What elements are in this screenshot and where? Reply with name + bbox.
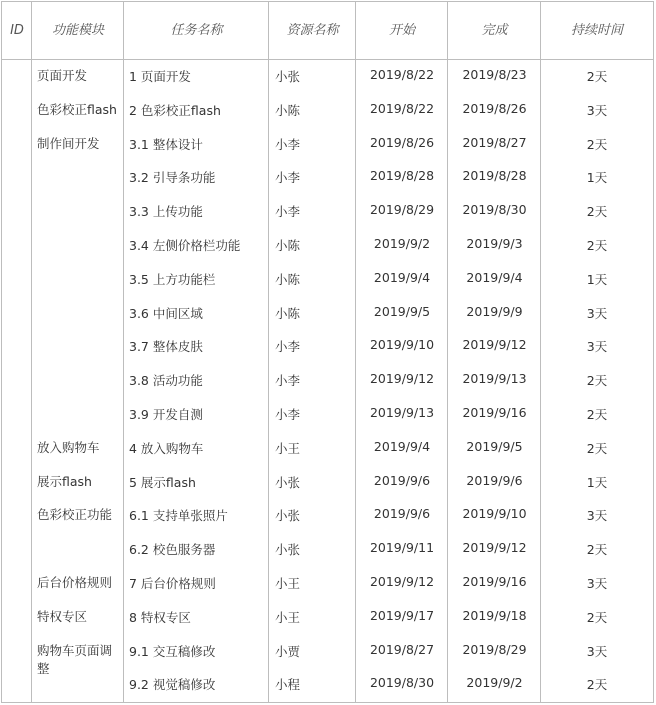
- header-task: 任务名称: [170, 23, 223, 38]
- cell-start: 2019/8/30: [369, 675, 435, 690]
- cell-duration: 3天: [586, 339, 608, 354]
- header-start: 开始: [388, 23, 415, 38]
- cell-task: 3.6 中间区域: [129, 306, 203, 321]
- cell-duration: 1天: [586, 475, 608, 490]
- cell-start: 2019/9/6: [373, 506, 431, 521]
- cell-resource: 小陈: [275, 272, 301, 287]
- cell-finish: 2019/9/12: [462, 540, 527, 555]
- column-divider: [31, 2, 32, 702]
- header-duration: 持续时间: [570, 23, 623, 38]
- cell-resource: 小王: [275, 610, 301, 625]
- cell-task: 3.7 整体皮肤: [129, 339, 203, 354]
- cell-finish: 2019/8/30: [462, 202, 527, 217]
- cell-finish: 2019/9/18: [462, 608, 527, 623]
- cell-task: 7 后台价格规则: [129, 576, 216, 591]
- cell-task: 4 放入购物车: [129, 441, 204, 456]
- cell-module: 特权专区: [37, 609, 88, 624]
- cell-start: 2019/9/4: [373, 439, 431, 454]
- cell-resource: 小李: [275, 204, 301, 219]
- cell-start: 2019/9/17: [369, 608, 435, 623]
- cell-module: 制作间开发: [37, 136, 100, 151]
- cell-resource: 小李: [275, 170, 301, 185]
- cell-start: 2019/8/29: [369, 202, 435, 217]
- cell-duration: 1天: [586, 170, 608, 185]
- cell-task: 6.1 支持单张照片: [129, 508, 228, 523]
- cell-module: 色彩校正功能: [37, 507, 113, 522]
- cell-resource: 小王: [275, 576, 301, 591]
- cell-finish: 2019/8/27: [462, 135, 527, 150]
- cell-duration: 2天: [586, 69, 608, 84]
- cell-duration: 2天: [586, 238, 608, 253]
- cell-start: 2019/8/28: [369, 168, 435, 183]
- cell-duration: 3天: [586, 306, 608, 321]
- cell-task: 3.2 引导条功能: [129, 170, 216, 185]
- cell-duration: 2天: [586, 407, 608, 422]
- cell-resource: 小陈: [275, 238, 301, 253]
- cell-start: 2019/9/10: [369, 337, 435, 352]
- cell-duration: 2天: [586, 204, 608, 219]
- cell-duration: 3天: [586, 103, 608, 118]
- cell-task: 8 特权专区: [129, 610, 191, 625]
- cell-task: 3.5 上方功能栏: [129, 272, 216, 287]
- table-header: [2, 2, 653, 60]
- cell-resource: 小李: [275, 407, 301, 422]
- cell-start: 2019/8/22: [369, 67, 435, 82]
- cell-resource: 小程: [275, 677, 301, 692]
- cell-duration: 2天: [586, 373, 608, 388]
- cell-task: 3.1 整体设计: [129, 137, 203, 152]
- cell-task: 2 色彩校正flash: [129, 103, 221, 118]
- cell-task: 3.8 活动功能: [129, 373, 203, 388]
- cell-resource: 小张: [275, 69, 301, 84]
- cell-start: 2019/9/4: [373, 270, 431, 285]
- cell-task: 3.4 左侧价格栏功能: [129, 238, 241, 253]
- cell-start: 2019/9/2: [373, 236, 431, 251]
- cell-resource: 小王: [275, 441, 301, 456]
- cell-task: 3.9 开发自测: [129, 407, 203, 422]
- cell-start: 2019/8/26: [369, 135, 435, 150]
- cell-duration: 2天: [586, 542, 608, 557]
- cell-finish: 2019/9/6: [466, 473, 523, 488]
- cell-start: 2019/8/22: [369, 101, 435, 116]
- schedule-table: [1, 1, 654, 703]
- cell-duration: 2天: [586, 610, 608, 625]
- cell-start: 2019/8/27: [369, 642, 435, 657]
- cell-resource: 小李: [275, 137, 301, 152]
- cell-module: 色彩校正flash: [37, 102, 117, 117]
- cell-resource: 小张: [275, 475, 301, 490]
- cell-finish: 2019/8/28: [462, 168, 527, 183]
- cell-start: 2019/9/6: [373, 473, 431, 488]
- cell-start: 2019/9/11: [369, 540, 435, 555]
- cell-finish: 2019/9/4: [466, 270, 523, 285]
- cell-resource: 小贾: [275, 644, 301, 659]
- cell-duration: 2天: [586, 441, 608, 456]
- cell-finish: 2019/9/12: [462, 337, 527, 352]
- cell-duration: 3天: [586, 576, 608, 591]
- header-id: ID: [10, 23, 24, 38]
- cell-task: 6.2 校色服务器: [129, 542, 216, 557]
- cell-module: 页面开发: [37, 68, 88, 83]
- header-finish: 完成: [481, 23, 508, 38]
- cell-task: 9.1 交互稿修改: [129, 644, 216, 659]
- cell-finish: 2019/9/16: [462, 405, 527, 420]
- cell-task: 3.3 上传功能: [129, 204, 203, 219]
- header-resource: 资源名称: [286, 23, 339, 38]
- cell-finish: 2019/9/9: [466, 304, 523, 319]
- column-divider: [123, 2, 124, 702]
- cell-duration: 2天: [586, 137, 608, 152]
- cell-finish: 2019/9/13: [462, 371, 527, 386]
- cell-finish: 2019/9/3: [466, 236, 523, 251]
- cell-start: 2019/9/13: [369, 405, 435, 420]
- cell-finish: 2019/9/16: [462, 574, 527, 589]
- cell-finish: 2019/9/10: [462, 506, 527, 521]
- cell-resource: 小张: [275, 508, 301, 523]
- cell-resource: 小李: [275, 339, 301, 354]
- cell-finish: 2019/8/29: [462, 642, 527, 657]
- cell-module: 展示flash: [37, 474, 92, 489]
- cell-module: 放入购物车: [37, 440, 100, 455]
- cell-finish: 2019/9/5: [466, 439, 523, 454]
- cell-finish: 2019/8/23: [462, 67, 527, 82]
- cell-module: 后台价格规则: [37, 575, 113, 590]
- cell-resource: 小张: [275, 542, 301, 557]
- cell-duration: 3天: [586, 644, 608, 659]
- cell-start: 2019/9/5: [373, 304, 431, 319]
- cell-task: 1 页面开发: [129, 69, 191, 84]
- cell-start: 2019/9/12: [369, 371, 435, 386]
- cell-task: 9.2 视觉稿修改: [129, 677, 216, 692]
- cell-module: 购物车页面调整: [37, 643, 113, 676]
- cell-resource: 小陈: [275, 306, 301, 321]
- cell-start: 2019/9/12: [369, 574, 435, 589]
- cell-resource: 小陈: [275, 103, 301, 118]
- cell-duration: 1天: [586, 272, 608, 287]
- cell-duration: 3天: [586, 508, 608, 523]
- cell-resource: 小李: [275, 373, 301, 388]
- cell-finish: 2019/9/2: [466, 675, 523, 690]
- header-module: 功能模块: [51, 23, 104, 38]
- cell-finish: 2019/8/26: [462, 101, 527, 116]
- cell-duration: 2天: [586, 677, 608, 692]
- cell-task: 5 展示flash: [129, 475, 196, 490]
